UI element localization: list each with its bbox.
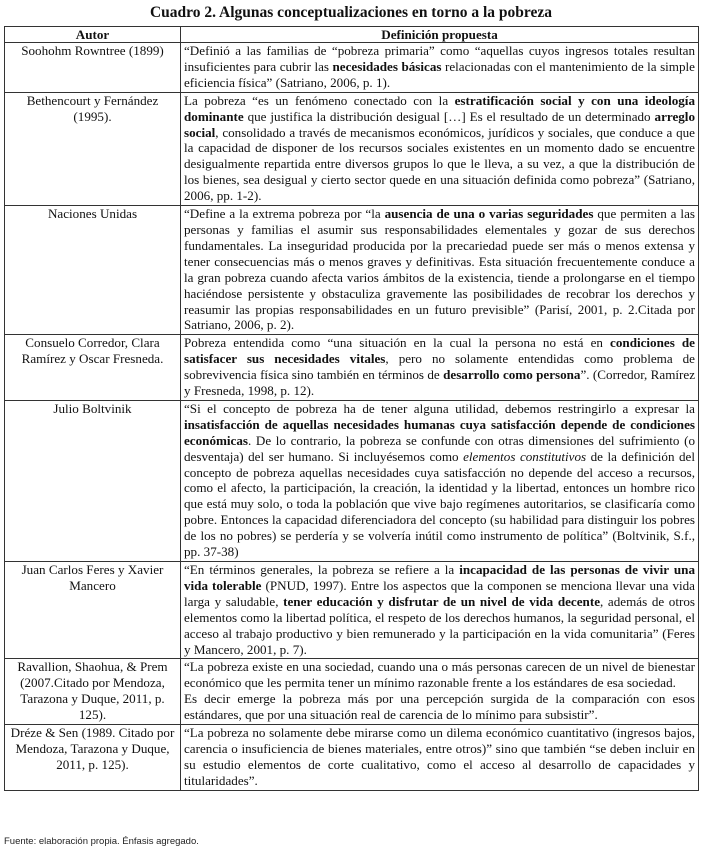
italic-text: elementos constitutivos [463, 448, 587, 464]
emphasis-text: incapacidad de las personas de vivir una vida tolerable [184, 562, 695, 593]
definition-text: ”. (Corredor, Ramírez y Fresneda, 1998, p. 12). [184, 367, 696, 399]
table-row [5, 659, 699, 725]
definition-cell [181, 335, 699, 401]
poverty-definitions-table [4, 26, 699, 791]
definition-cell [181, 562, 699, 659]
table-row [5, 43, 699, 93]
definition-text: “Definió a las familias de “pobreza primaria” como “aquellas cuyos ingresos totales resultan insuficientes para cubrir las [184, 43, 695, 74]
definition-text: “Define a la extrema pobreza por “la [184, 206, 385, 222]
author-cell: Bethencourt y Fernández (1995). [5, 92, 181, 205]
definition-text: que justifica la distribución desigual […] Es el resultado de un determinado [243, 108, 655, 124]
definition-cell [181, 659, 699, 725]
emphasis-text: estratificación social y con una ideología dominante [184, 92, 695, 124]
definition-cell [181, 725, 699, 791]
column-header-autor: Autor [5, 27, 181, 43]
definition-text: , consolidado a través de mecanismos económicos, jurídicos y sociales, que conduce a que la capacidad de disponer de los recursos sociales existentes en un momento dado se encuentre desigualmente repartida entre diversos grupos lo que le lleva, a su vez, a que la distribución de los bienes, sea desigual y cierto sector quede en una situación definida como pobreza” (Satriano, 2006, pp. 1-2). [184, 124, 695, 204]
definition-text: “En términos generales, la pobreza se refiere a la [184, 562, 460, 577]
author-cell: Soohohm Rowntree (1899) [5, 43, 181, 93]
definition-text: “La pobreza no solamente debe mirarse como un dilema económico cuantitativo (ingresos bajos, carencia o insuficiencia de bienes materiales, entre otros)” sino que también “se deben incluir en su estudio elementos de corte cualitativo, como el acceso al desarrollo de capacidades y titularidades”. [184, 725, 695, 788]
author-cell: Ravallion, Shaohua, & Prem (2007.Citado por Mendoza, Tarazona y Duque, 2011, p. 125). [5, 659, 181, 725]
emphasis-text: insatisfacción de aquellas necesidades humanas cuya satisfacción depende de condiciones económicas [184, 416, 695, 448]
author-cell: Julio Boltvinik [5, 400, 181, 561]
definition-cell [181, 400, 699, 561]
definition-text: , pero no solamente entendidas como problema de sobrevivencia física sino también en términos de [184, 351, 695, 383]
definition-text: Pobreza entendida como “una situación en la cual la persona no está en [184, 335, 611, 351]
definition-text: relacionadas con el mantenimiento de la simple eficiencia física” (Satriano, 2006, p. 1). [184, 58, 695, 90]
definition-text: (PNUD, 1997). Entre los aspectos que la componen se menciona llevar una vida larga y saludable, [184, 577, 695, 609]
source-note: Fuente: elaboración propia. Énfasis agregado. [4, 836, 199, 847]
definition-text: “La pobreza existe en una sociedad, cuando una o más personas carecen de un nivel de bienestar económico que les permita tener un mínimo razonable frente a los estándares de esa sociedad. [184, 659, 695, 691]
author-cell: Consuelo Corredor, Clara Ramírez y Oscar Fresneda. [5, 335, 181, 401]
author-cell: Naciones Unidas [5, 206, 181, 335]
emphasis-text: arreglo social [184, 108, 695, 140]
table-row [5, 92, 699, 205]
emphasis-text: tener educación y disfrutar de un nivel de vida decente [283, 593, 601, 609]
table-body [5, 43, 699, 791]
author-cell: Juan Carlos Feres y Xavier Mancero [5, 562, 181, 659]
definition-text: , además de otros elementos como la libertad política, el respeto de los derechos humanos, la seguridad personal, el acceso al trabajo productivo y bien remunerado y la participación en la vida comunitaria” (Feres y Mancero, 2001, p. 7). [184, 593, 695, 657]
definition-text: “Si el concepto de pobreza ha de tener alguna utilidad, debemos restringirlo a expresar la [184, 400, 695, 416]
table-row [5, 562, 699, 659]
table-row [5, 206, 699, 335]
definition-text: La pobreza “es un fenómeno conectado con la [184, 92, 455, 108]
definition-text: . De lo contrario, la pobreza se confunde con otras dimensiones del sufrimiento (o desventaja) del ser humano. Si incluyésemos como [184, 432, 695, 464]
definition-cell [181, 92, 699, 205]
table-row [5, 400, 699, 561]
table-row [5, 725, 699, 791]
author-cell: Dréze & Sen (1989. Citado por Mendoza, Tarazona y Duque, 2011, p. 125). [5, 725, 181, 791]
definition-text: de la definición del concepto de pobreza aquellas necesidades cuya satisfacción no depende del acceso a recursos, como el afecto, la participación, la creación, la identidad y la libertad, entonces un hombre rico que está muy solo, o toda la población que vive bajo regímenes autoritarios, se clasificaría como pobre. Entonces la capacidad diferenciadora del concepto (su habilidad para distinguir los pobres de los no pobres) se perdería y se volvería inútil como instrumento de política” (Boltvinik, S.f., pp. 37-38) [184, 448, 696, 560]
emphasis-text: condiciones de satisfacer sus necesidades vitales [184, 335, 695, 367]
table-row [5, 335, 699, 401]
definition-text: que permiten a las personas y familias el asumir sus responsabilidades elementales y gozar de sus derechos fundamentales. La inseguridad producida por la precariedad puede ser más o menos extensa y tener consecuencias más o menos graves y definitivas. Esta situación frecuentemente conduce a la gran pobreza cuando afecta varios ámbitos de la existencia, tiende a prolongarse en el tiempo haciéndose persistente y obstaculiza gravemente las posibilidades de recobrar los derechos y reasumir las propias responsabilidades en un futuro previsible” (Parisí, 2001, p. 2.Citada por Satriano, 2006, p. 2). [184, 206, 695, 333]
definition-cell [181, 43, 699, 93]
table-header-row [5, 27, 699, 43]
emphasis-text: desarrollo como persona [443, 367, 581, 383]
table-title: Cuadro 2. Algunas conceptualizaciones en torno a la pobreza [149, 4, 553, 21]
column-header-definicion: Definición propuesta [181, 27, 699, 43]
definition-text: Es decir emerge la pobreza más por una percepción surgida de la comparación con esos estándares, que por una situación real de carencia de lo mínimo para subsistir”. [184, 691, 695, 723]
emphasis-text: necesidades básicas [332, 58, 442, 74]
emphasis-text: ausencia de una o varias seguridades [384, 206, 594, 222]
definition-cell [181, 206, 699, 335]
